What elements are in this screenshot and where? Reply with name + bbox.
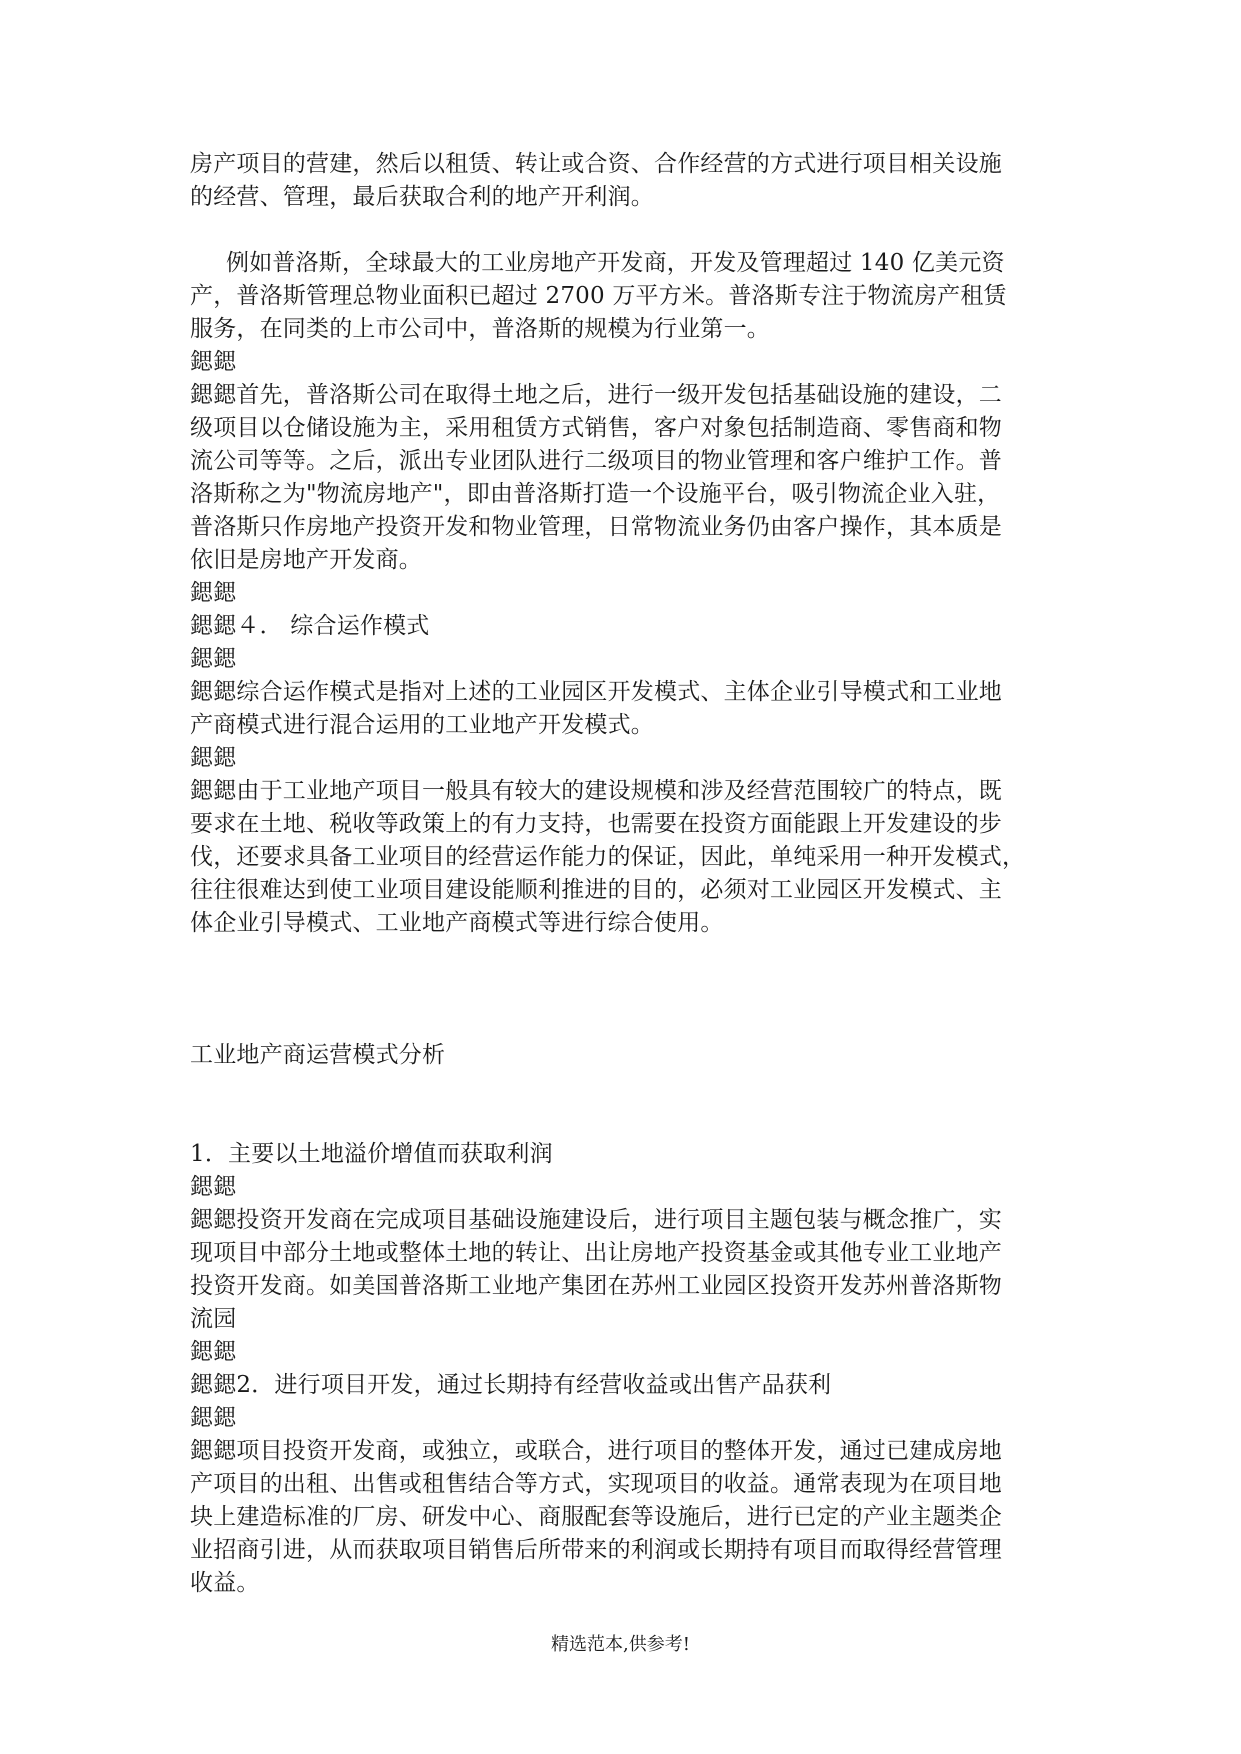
paragraph-line: 流园 bbox=[190, 1306, 237, 1332]
paragraph-line: 投资开发商。如美国普洛斯工业地产集团在苏州工业园区投资开发苏州普洛斯物 bbox=[190, 1273, 1002, 1299]
paragraph-line: 房产项目的营建，然后以租赁、转让或合资、合作经营的方式进行项目相关设施 bbox=[190, 151, 1002, 177]
paragraph-line: 块上建造标准的厂房、研发中心、商服配套等设施后，进行已定的产业主题类企 bbox=[190, 1504, 1002, 1530]
paragraph-line: 鍶鍶 bbox=[190, 349, 237, 375]
subsection-heading: 1．主要以土地溢价增值而获取利润 bbox=[190, 1141, 553, 1167]
spacer bbox=[190, 1072, 1060, 1138]
paragraph-line: 鍶鍶首先，普洛斯公司在取得土地之后，进行一级开发包括基础设施的建设，二 bbox=[190, 382, 1002, 408]
paragraph-line: 收益。 bbox=[190, 1570, 260, 1596]
paragraph-line: 产项目的出租、出售或租售结合等方式，实现项目的收益。通常表现为在项目地 bbox=[190, 1471, 1002, 1497]
paragraph-line: 业招商引进，从而获取项目销售后所带来的利润或长期持有项目而取得经营管理 bbox=[190, 1537, 1002, 1563]
blank-line bbox=[190, 214, 1060, 247]
paragraph-line: 级项目以仓储设施为主，采用租赁方式销售，客户对象包括制造商、零售商和物 bbox=[190, 415, 1002, 441]
paragraph-line: 鍶鍶项目投资开发商，或独立，或联合，进行项目的整体开发，通过已建成房地 bbox=[190, 1438, 1002, 1464]
paragraph-line: 鍶鍶综合运作模式是指对上述的工业园区开发模式、主体企业引导模式和工业地 bbox=[190, 679, 1002, 705]
page-footer: 精选范本,供参考! bbox=[551, 1634, 690, 1655]
paragraph-line: 产，普洛斯管理总物业面积已超过 2700 万平方米。普洛斯专注于物流房产租赁 bbox=[190, 283, 1007, 309]
paragraph-line: 依旧是房地产开发商。 bbox=[190, 547, 422, 573]
paragraph-line: 体企业引导模式、工业地产商模式等进行综合使用。 bbox=[190, 910, 724, 936]
paragraph-line: 鍶鍶 bbox=[190, 646, 237, 672]
paragraph-line: 要求在土地、税收等政策上的有力支持，也需要在投资方面能跟上开发建设的步 bbox=[190, 811, 1002, 837]
paragraph-line: 鍶鍶 bbox=[190, 1174, 237, 1200]
paragraph-line: 现项目中部分土地或整体土地的转让、出让房地产投资基金或其他专业工业地产 bbox=[190, 1240, 1002, 1266]
paragraph-line: 普洛斯只作房地产投资开发和物业管理，日常物流业务仍由客户操作，其本质是 bbox=[190, 514, 1002, 540]
paragraph-line: 例如普洛斯，全球最大的工业房地产开发商，开发及管理超过 140 亿美元资 bbox=[226, 250, 1005, 276]
paragraph-line: 洛斯称之为"物流房地产"，即由普洛斯打造一个设施平台，吸引物流企业入驻， bbox=[190, 481, 1001, 507]
paragraph-line: 服务，在同类的上市公司中，普洛斯的规模为行业第一。 bbox=[190, 316, 770, 342]
paragraph-line: 产商模式进行混合运用的工业地产开发模式。 bbox=[190, 712, 654, 738]
section-heading: 鍶鍶４． 综合运作模式 bbox=[190, 613, 430, 639]
paragraph-line: 鍶鍶 bbox=[190, 1339, 237, 1365]
subsection-heading: 鍶鍶2．进行项目开发，通过长期持有经营收益或出售产品获利 bbox=[190, 1372, 832, 1398]
paragraph-line: 鍶鍶投资开发商在完成项目基础设施建设后，进行项目主题包装与概念推广，实 bbox=[190, 1207, 1002, 1233]
spacer bbox=[190, 940, 1060, 1039]
section-title: 工业地产商运营模式分析 bbox=[190, 1042, 446, 1068]
paragraph-line: 鍶鍶 bbox=[190, 580, 237, 606]
paragraph-line: 鍶鍶 bbox=[190, 745, 237, 771]
paragraph-line: 鍶鍶 bbox=[190, 1405, 237, 1431]
document-body bbox=[190, 148, 1060, 1600]
paragraph-line: 往往很难达到使工业项目建设能顺利推进的目的，必须对工业园区开发模式、主 bbox=[190, 877, 1002, 903]
paragraph-line: 流公司等等。之后，派出专业团队进行二级项目的物业管理和客户维护工作。普 bbox=[190, 448, 1002, 474]
paragraph-line: 伐，还要求具备工业项目的经营运作能力的保证，因此，单纯采用一种开发模式， bbox=[190, 844, 1026, 870]
paragraph-line: 的经营、管理，最后获取合利的地产开利润。 bbox=[190, 184, 654, 210]
paragraph-line: 鍶鍶由于工业地产项目一般具有较大的建设规模和涉及经营范围较广的特点，既 bbox=[190, 778, 1002, 804]
